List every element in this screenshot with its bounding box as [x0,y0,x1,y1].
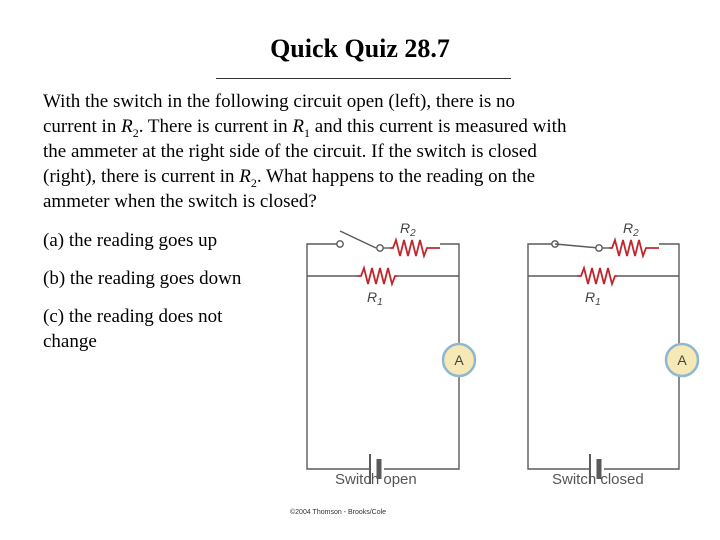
caption-switch-closed: Switch closed [552,471,644,488]
resistor-r2 [390,240,440,256]
r2-label: $R_2$ [623,220,639,239]
resistor-ref-subscript: 2 [250,175,257,190]
resistor-ref-subscript: 2 [132,125,139,140]
question-line: With the switch in the following circuit open (left), there is no [43,91,516,112]
choice-c-line: change [43,331,97,352]
question-line: the ammeter at the right side of the circuit. If the switch is closed [43,141,537,162]
resistor-ref: R [121,116,133,137]
choice-c-line: (c) the reading does not [43,306,223,327]
question-text-run: (right), there is current in [43,166,240,187]
question-text [43,89,663,214]
question-text-run: . There is current in [138,116,293,137]
labels-right [585,220,639,308]
labels-left [367,220,416,308]
question-line: ammeter when the switch is closed? [43,191,317,212]
r2-label: $R_2$ [400,220,416,239]
choice-a: (a) the reading goes up [43,230,218,251]
title-underline [216,78,511,79]
circuit-switch-open [307,231,475,484]
copyright-notice: ©2004 Thomson - Brooks/Cole [290,509,387,516]
resistor-ref: R [292,116,305,137]
question-text-run: . What happens to the reading on the [256,166,536,187]
switch-terminal [377,245,383,251]
resistor-r1 [357,268,397,284]
circuit-wire [528,244,679,469]
question-text-run: and this current is measured with [310,116,567,137]
choice-c [43,304,222,354]
r1-label: $R_1$ [585,289,601,308]
switch-terminal [596,245,602,251]
circuit-figure [287,216,720,520]
caption-switch-open: Switch open [335,471,417,488]
resistor-ref: R [239,166,251,187]
switch-blade-closed [555,244,599,248]
circuit-switch-closed [528,240,698,484]
ammeter-label: A [677,352,687,368]
resistor-ref-subscript: 1 [304,125,311,140]
slide-title: Quick Quiz 28.7 [270,34,450,63]
switch-terminal [337,241,343,247]
resistor-r1 [577,268,617,284]
r1-label: $R_1$ [367,289,383,308]
resistor-r2 [609,240,659,256]
choice-b: (b) the reading goes down [43,268,242,289]
switch-blade-open [340,231,376,248]
ammeter-label: A [454,352,464,368]
question-text-run: current in [43,116,122,137]
